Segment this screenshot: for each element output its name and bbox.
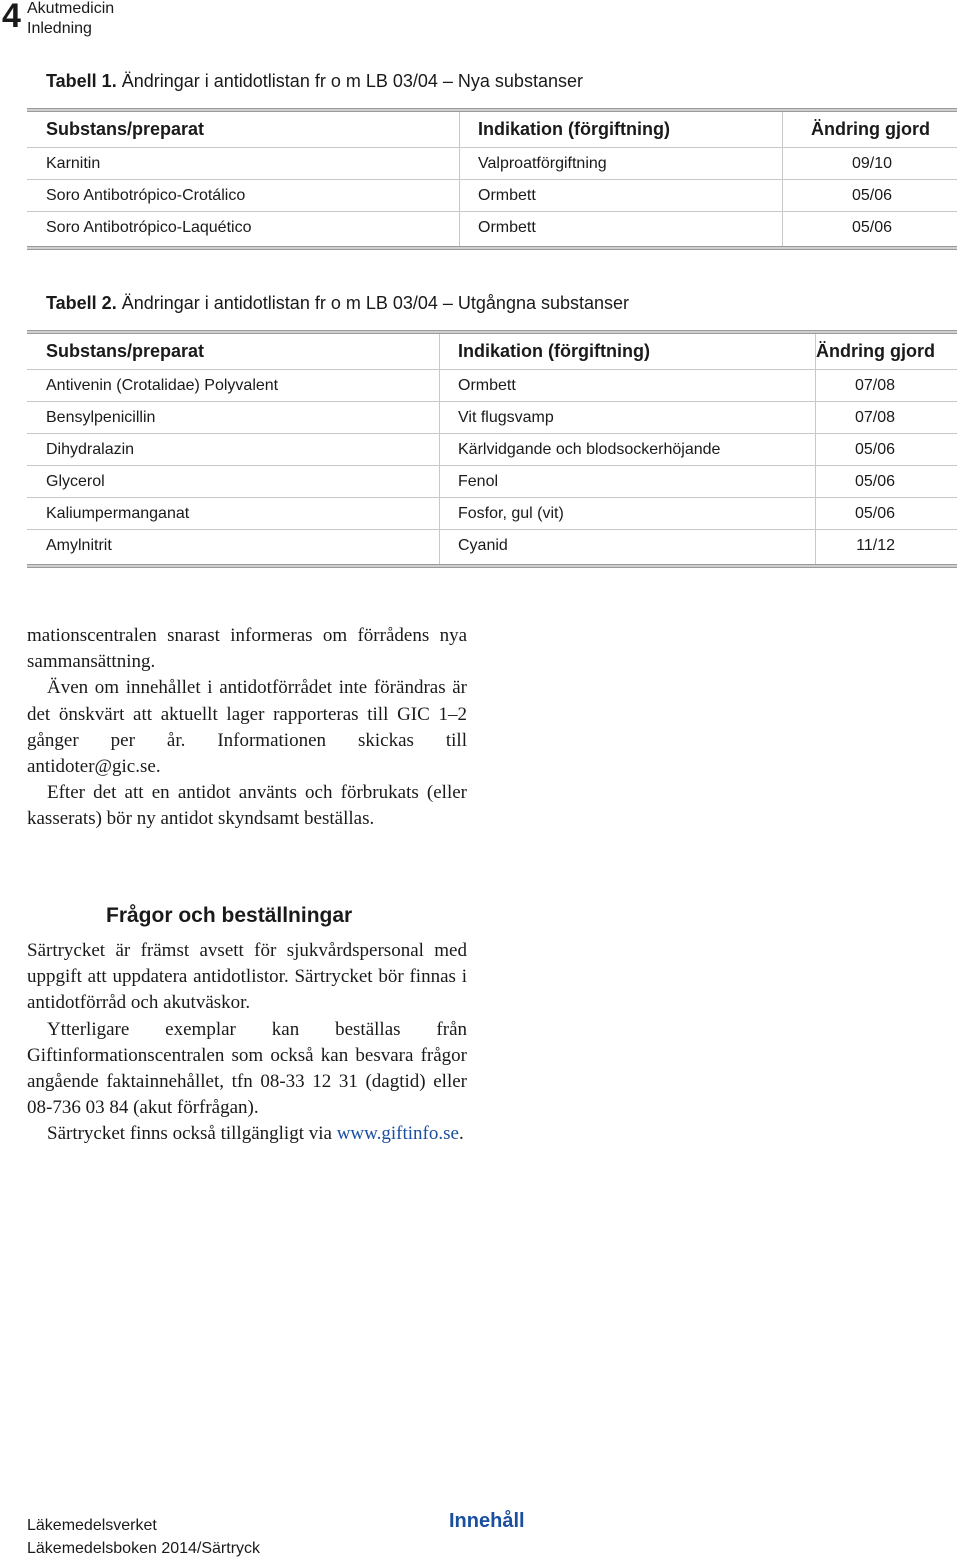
table2-divider bbox=[439, 498, 440, 529]
table2-bottom-rule bbox=[27, 564, 957, 568]
table2-caption-text: Ändringar i antidotlistan fr o m LB 03/04 – Utgångna substanser bbox=[121, 293, 630, 313]
table2-cell-substance: Amylnitrit bbox=[46, 537, 112, 554]
table2-header-indication: Indikation (förgiftning) bbox=[458, 341, 650, 361]
table2-cell-changed: 07/08 bbox=[854, 377, 895, 394]
table2-header-row bbox=[27, 334, 957, 370]
table2-cell-substance: Kaliumpermanganat bbox=[46, 505, 190, 522]
table2-divider bbox=[439, 402, 440, 433]
table2-cell-indication: Ormbett bbox=[458, 377, 516, 394]
table1-header-substance: Substans/preparat bbox=[46, 119, 205, 139]
body-paragraph bbox=[27, 1121, 467, 1147]
table2-divider bbox=[815, 370, 816, 401]
table-row bbox=[27, 434, 957, 466]
body-paragraph: Särtrycket är främst avsett för sjukvårdspersonal med uppgift att uppdatera antidotlistor. Särtrycket bör finnas i antidotförråd och akutväskor. bbox=[27, 940, 467, 1014]
table1 bbox=[27, 108, 957, 250]
table1-header-changed: Ändring gjord bbox=[811, 119, 930, 139]
table2-cell-changed: 07/08 bbox=[854, 409, 895, 426]
section-title: Akutmedicin bbox=[27, 0, 115, 17]
table1-caption-text: Ändringar i antidotlistan fr o m LB 03/04 – Nya substanser bbox=[121, 71, 583, 91]
table2-cell-substance: Dihydralazin bbox=[46, 441, 135, 458]
table1-cell-changed: 09/10 bbox=[851, 155, 892, 172]
table2-divider bbox=[815, 530, 816, 564]
table1-divider bbox=[459, 112, 460, 147]
table1-divider bbox=[782, 112, 783, 147]
table-row bbox=[27, 180, 957, 212]
table2-divider bbox=[439, 370, 440, 401]
table2-divider bbox=[815, 434, 816, 465]
body-paragraph: Även om innehållet i antidotförrådet inte förändras är det önskvärt att aktuellt lager rapporteras till GIC 1–2 gånger per år. Informationen skickas till antidoter@gic.se. bbox=[27, 677, 467, 778]
table1-cell-substance: Karnitin bbox=[46, 155, 101, 172]
table-row bbox=[27, 370, 957, 402]
section-heading: Frågor och beställningar bbox=[106, 904, 353, 927]
table2-cell-indication: Kärlvidgande och blodsockerhöjande bbox=[458, 441, 721, 458]
table1-caption-label: Tabell 1. bbox=[46, 71, 117, 91]
table-row bbox=[27, 402, 957, 434]
body-paragraph: mationscentralen snarast informeras om förrådens nya sammansättning. bbox=[27, 625, 467, 673]
table1-cell-indication: Valproatförgiftning bbox=[478, 155, 607, 172]
table1-header-indication: Indikation (förgiftning) bbox=[478, 119, 670, 139]
subsection-title: Inledning bbox=[27, 20, 92, 37]
table-row bbox=[27, 148, 957, 180]
footer-publisher: Läkemedelsverket bbox=[27, 1517, 157, 1534]
table2-divider bbox=[439, 334, 440, 369]
table2-cell-indication: Cyanid bbox=[458, 537, 508, 554]
table2-header-substance: Substans/preparat bbox=[46, 341, 205, 361]
table1-cell-changed: 05/06 bbox=[851, 219, 892, 236]
table2-header-changed: Ändring gjord bbox=[816, 341, 935, 361]
table1-header-row bbox=[27, 112, 957, 148]
giftinfo-link[interactable]: www.giftinfo.se bbox=[336, 1123, 459, 1145]
table1-divider bbox=[782, 180, 783, 211]
body-paragraph-text: Särtrycket finns också tillgängligt via bbox=[47, 1123, 332, 1145]
body-text bbox=[27, 623, 467, 833]
table1-divider bbox=[459, 212, 460, 246]
table2-divider bbox=[815, 466, 816, 497]
table1-divider bbox=[782, 212, 783, 246]
table2 bbox=[27, 330, 957, 568]
toc-link[interactable]: Innehåll bbox=[449, 1510, 525, 1532]
table2-divider bbox=[439, 530, 440, 564]
page-number: 4 bbox=[2, 0, 21, 35]
table2-cell-changed: 05/06 bbox=[854, 441, 895, 458]
table2-divider bbox=[439, 434, 440, 465]
table2-divider bbox=[439, 466, 440, 497]
footer-publication: Läkemedelsboken 2014/Särtryck bbox=[27, 1540, 261, 1557]
table1-cell-indication: Ormbett bbox=[478, 187, 536, 204]
table2-divider bbox=[815, 498, 816, 529]
table1-cell-changed: 05/06 bbox=[851, 187, 892, 204]
table1-cell-indication: Ormbett bbox=[478, 219, 536, 236]
table-row bbox=[27, 466, 957, 498]
table2-cell-changed: 11/12 bbox=[856, 537, 895, 554]
table2-cell-indication: Fenol bbox=[458, 473, 499, 490]
table2-cell-changed: 05/06 bbox=[854, 505, 895, 522]
table1-caption bbox=[46, 71, 583, 92]
table1-divider bbox=[459, 180, 460, 211]
table-row bbox=[27, 498, 957, 530]
table2-cell-substance: Antivenin (Crotalidae) Polyvalent bbox=[46, 377, 279, 394]
table1-divider bbox=[782, 148, 783, 179]
table2-caption-label: Tabell 2. bbox=[46, 293, 117, 313]
page-footer bbox=[27, 1514, 260, 1560]
table1-bottom-rule bbox=[27, 246, 957, 250]
table1-cell-substance: Soro Antibotrópico-Crotálico bbox=[46, 187, 246, 204]
table2-cell-substance: Glycerol bbox=[46, 473, 105, 490]
body-paragraph-end: . bbox=[458, 1123, 464, 1145]
table2-cell-indication: Fosfor, gul (vit) bbox=[458, 505, 564, 522]
table2-divider bbox=[815, 402, 816, 433]
body-paragraph: Ytterligare exemplar kan beställas från Giftinformationscentralen som också kan besvara frågor angående faktainnehållet, tfn 08-33 12 31 (dagtid) eller 08-736 03 84 (akut förfrågan). bbox=[27, 1018, 467, 1119]
table2-cell-indication: Vit flugsvamp bbox=[458, 409, 554, 426]
table2-caption bbox=[46, 293, 629, 314]
table2-divider bbox=[815, 334, 816, 369]
body-paragraph: Efter det att en antidot använts och förbrukats (eller kasserats) bör ny antidot skyndsamt beställas. bbox=[27, 782, 467, 830]
table2-cell-substance: Bensylpenicillin bbox=[46, 409, 156, 426]
section2-text bbox=[27, 938, 467, 1148]
table-row bbox=[27, 212, 957, 246]
table2-cell-changed: 05/06 bbox=[854, 473, 895, 490]
table1-cell-substance: Soro Antibotrópico-Laquético bbox=[46, 219, 252, 236]
table1-divider bbox=[459, 148, 460, 179]
table-row bbox=[27, 530, 957, 564]
